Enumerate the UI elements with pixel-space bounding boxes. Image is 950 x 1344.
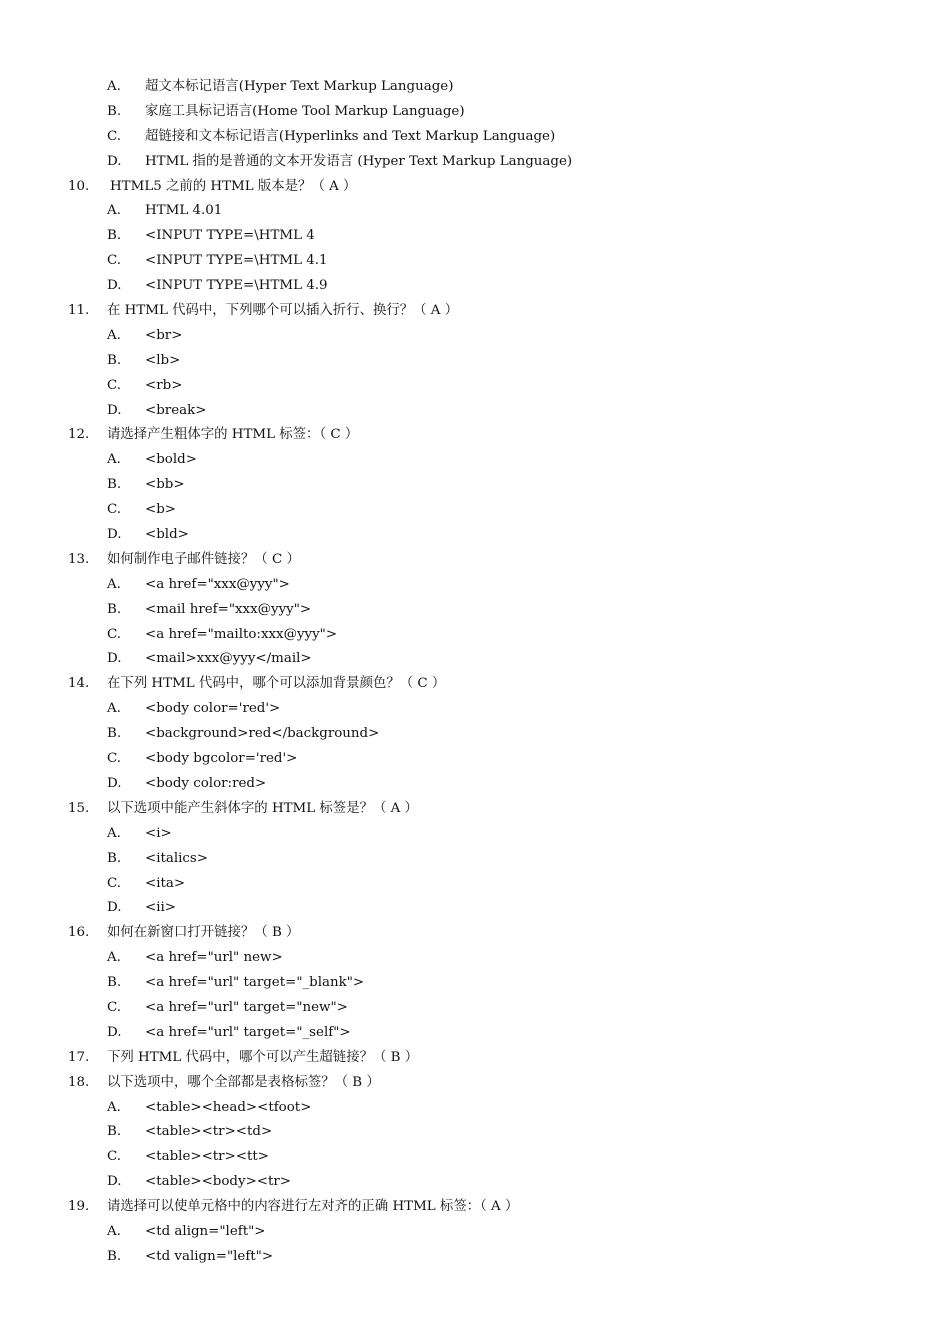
option-row (0, 224, 950, 249)
option-text: <body color='red'> (145, 701, 281, 717)
option-text: <table><tr><td> (145, 1124, 273, 1140)
option-row (0, 1096, 950, 1121)
question-row (0, 921, 950, 946)
option-row (0, 523, 950, 548)
option-row (0, 872, 950, 897)
option-row (0, 573, 950, 598)
question-row (0, 1046, 950, 1071)
option-letter: C. (107, 253, 122, 269)
option-letter: D. (107, 775, 122, 791)
question-number: 16. (68, 925, 90, 941)
option-text: <a href="mailto:xxx@yyy"> (145, 626, 338, 642)
option-letter: B. (107, 601, 122, 617)
option-text: <a href="xxx@yyy"> (145, 576, 290, 592)
document-page (0, 75, 950, 1270)
option-letter: D. (107, 278, 122, 294)
option-letter: C. (107, 502, 122, 518)
option-row (0, 199, 950, 224)
option-row (0, 448, 950, 473)
option-letter: A. (107, 701, 121, 717)
option-letter: A. (107, 1099, 121, 1115)
option-text: <bb> (145, 477, 185, 493)
option-text: 家庭工具标记语言(Home Tool Markup Language) (145, 103, 465, 119)
option-row (0, 324, 950, 349)
option-text: <break> (145, 402, 207, 418)
option-letter: D. (107, 1024, 122, 1040)
option-row (0, 1245, 950, 1270)
question-number: 15. (68, 800, 90, 816)
option-row (0, 722, 950, 747)
option-row (0, 1145, 950, 1170)
option-text: <ita> (145, 875, 186, 891)
option-row (0, 697, 950, 722)
option-text: <body color:red> (145, 775, 267, 791)
option-letter: A. (107, 576, 121, 592)
option-text: 超链接和文本标记语言(Hyperlinks and Text Markup Language) (145, 128, 556, 144)
question-number: 17. (68, 1049, 90, 1065)
option-row (0, 1120, 950, 1145)
option-text: <td valign="left"> (145, 1248, 274, 1264)
option-text: <bold> (145, 452, 197, 468)
option-text: <rb> (145, 377, 183, 393)
option-row (0, 498, 950, 523)
option-letter: A. (107, 950, 121, 966)
option-row (0, 399, 950, 424)
option-text: <td align="left"> (145, 1223, 266, 1239)
option-letter: D. (107, 153, 122, 169)
question-text: 以下选项中，哪个全部都是表格标签？（ B ） (107, 1074, 380, 1090)
question-number: 14. (68, 676, 90, 692)
option-text: <INPUT TYPE=\HTML 4.1 (145, 253, 328, 269)
question-row (0, 797, 950, 822)
option-letter: A. (107, 79, 121, 94)
option-row (0, 125, 950, 150)
option-letter: A. (107, 327, 121, 343)
option-text: <body bgcolor='red'> (145, 751, 298, 767)
option-text: <table><head><tfoot> (145, 1099, 312, 1115)
option-text: <table><tr><tt> (145, 1149, 270, 1165)
option-letter: A. (107, 452, 121, 468)
option-row (0, 349, 950, 374)
question-number: 13. (68, 551, 90, 567)
option-text: <bld> (145, 527, 189, 543)
question-text: 如何制作电子邮件链接？（ C ） (107, 551, 300, 567)
option-letter: D. (107, 527, 122, 543)
option-row (0, 100, 950, 125)
question-text: HTML5 之前的 HTML 版本是？（ A ） (110, 178, 357, 194)
question-row (0, 1195, 950, 1220)
option-row (0, 772, 950, 797)
option-letter: B. (107, 975, 122, 991)
option-letter: A. (107, 203, 121, 219)
option-letter: D. (107, 651, 122, 667)
option-letter: B. (107, 1124, 122, 1140)
option-text: <i> (145, 825, 172, 841)
option-text: <br> (145, 327, 183, 343)
option-letter: D. (107, 1174, 122, 1190)
option-row (0, 249, 950, 274)
option-letter: C. (107, 128, 122, 144)
option-letter: C. (107, 875, 122, 891)
option-text: 超文本标记语言(Hyper Text Markup Language) (145, 79, 454, 94)
option-text: <INPUT TYPE=\HTML 4.9 (145, 278, 328, 294)
option-row (0, 946, 950, 971)
question-text: 在 HTML 代码中，下列哪个可以插入折行、换行？（ A ） (107, 303, 459, 319)
question-text: 以下选项中能产生斜体字的 HTML 标签是？（ A ） (107, 800, 418, 816)
option-row (0, 896, 950, 921)
option-text: <a href="url" target="_self"> (145, 1024, 351, 1040)
option-text: <mail href="xxx@yyy"> (145, 601, 312, 617)
option-text: <mail>xxx@yyy</mail> (145, 651, 312, 667)
question-text: 在下列 HTML 代码中，哪个可以添加背景颜色？（ C ） (107, 676, 446, 692)
option-letter: C. (107, 626, 122, 642)
question-number: 10. (68, 178, 90, 194)
question-number: 18. (68, 1074, 90, 1090)
option-text: <italics> (145, 850, 209, 866)
option-letter: C. (107, 751, 122, 767)
question-text: 如何在新窗口打开链接？（ B ） (107, 925, 300, 941)
option-text: <a href="url" target="_blank"> (145, 975, 365, 991)
question-row (0, 1071, 950, 1096)
question-row (0, 672, 950, 697)
option-row (0, 822, 950, 847)
option-letter: A. (107, 825, 121, 841)
option-letter: B. (107, 850, 122, 866)
option-row (0, 274, 950, 299)
option-text: <lb> (145, 352, 181, 368)
option-letter: C. (107, 999, 122, 1015)
option-row (0, 747, 950, 772)
option-row (0, 473, 950, 498)
option-letter: B. (107, 352, 122, 368)
option-text: <b> (145, 502, 177, 518)
question-row (0, 548, 950, 573)
option-text: <a href="url" target="new"> (145, 999, 348, 1015)
option-letter: B. (107, 1248, 122, 1264)
option-text: HTML 4.01 (145, 203, 223, 219)
option-letter: B. (107, 228, 122, 244)
option-letter: A. (107, 1223, 121, 1239)
option-row (0, 847, 950, 872)
option-row (0, 1021, 950, 1046)
option-row (0, 598, 950, 623)
option-letter: B. (107, 103, 122, 119)
question-number: 11. (68, 303, 90, 319)
option-letter: B. (107, 477, 122, 493)
question-text: 下列 HTML 代码中，哪个可以产生超链接？（ B ） (107, 1049, 419, 1065)
option-row (0, 647, 950, 672)
question-row (0, 299, 950, 324)
question-text: 请选择产生粗体字的 HTML 标签：（ C ） (107, 427, 359, 443)
option-row (0, 996, 950, 1021)
option-row (0, 623, 950, 648)
option-row (0, 1170, 950, 1195)
option-row (0, 150, 950, 175)
option-text: <table><body><tr> (145, 1174, 292, 1190)
question-number: 12. (68, 427, 90, 443)
question-row (0, 423, 950, 448)
option-letter: C. (107, 377, 122, 393)
question-text: 请选择可以使单元格中的内容进行左对齐的正确 HTML 标签：（ A ） (107, 1199, 519, 1215)
option-row (0, 75, 950, 100)
question-number: 19. (68, 1199, 90, 1215)
option-letter: D. (107, 900, 122, 916)
option-text: <INPUT TYPE=\HTML 4 (145, 228, 315, 244)
option-text: HTML 指的是普通的文本开发语言 (Hyper Text Markup Language) (145, 153, 573, 169)
option-text: <a href="url" new> (145, 950, 283, 966)
option-row (0, 1220, 950, 1245)
option-text: <ii> (145, 900, 177, 916)
question-row (0, 175, 950, 200)
option-letter: B. (107, 726, 122, 742)
option-letter: C. (107, 1149, 122, 1165)
option-row (0, 971, 950, 996)
option-text: <background>red</background> (145, 726, 380, 742)
option-letter: D. (107, 402, 122, 418)
option-row (0, 374, 950, 399)
